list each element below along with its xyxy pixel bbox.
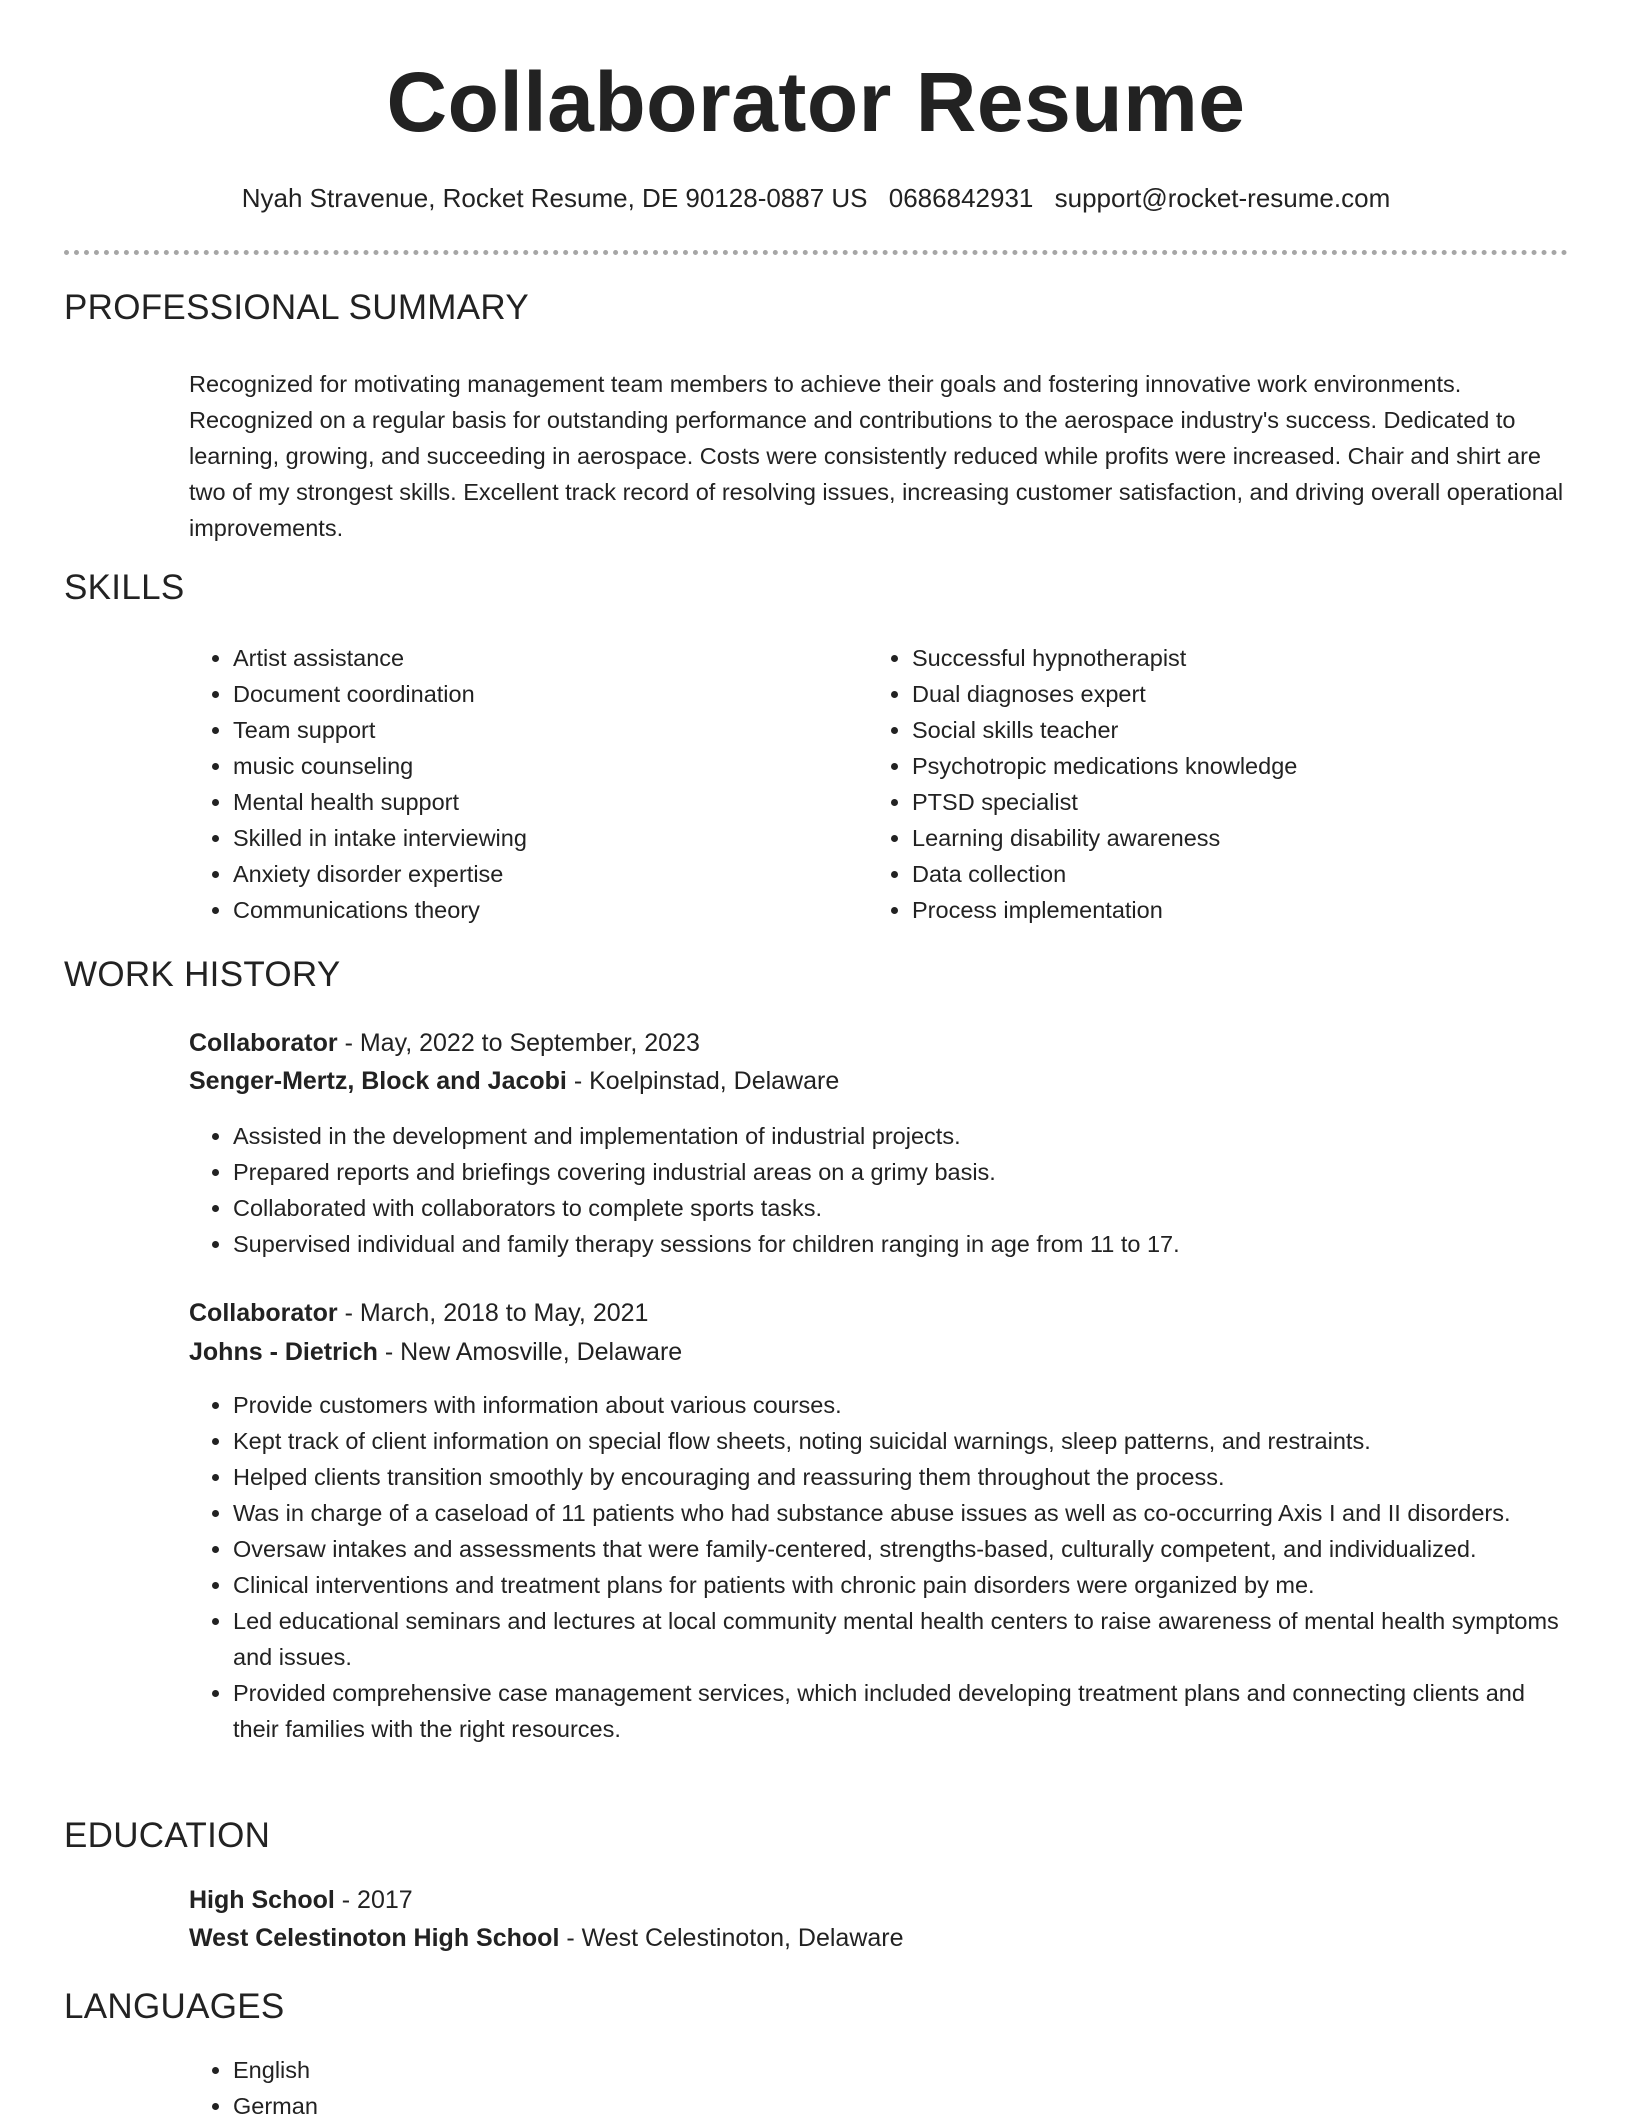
job-bullet: • Assisted in the development and implementation of industrial projects. (233, 1118, 1569, 1154)
job-bullet: • Helped clients transition smoothly by encouraging and reassuring them throughout the process. (233, 1459, 1569, 1495)
skill-item: • Skilled in intake interviewing (233, 820, 789, 856)
summary-text: Recognized for motivating management team members to achieve their goals and fostering innovative work environments. Recognized on a regular basis for outstanding performance and contributions to the aerospace industry's success. Dedicated to learning, growing, and succeeding in aerospace. Costs were consistently reduced while profits were increased. Chair and shirt are two of my strongest skills. Excellent track record of resolving issues, increasing customer satisfaction, and driving overall operational improvements. (189, 371, 1564, 541)
skills-left-column (189, 640, 789, 928)
job-bullet: • Prepared reports and briefings covering industrial areas on a grimy basis. (233, 1154, 1569, 1190)
job-bullet: • Kept track of client information on special flow sheets, noting suicidal warnings, sleep patterns, and restraints. (233, 1423, 1569, 1459)
language-item: • English (233, 2052, 1569, 2088)
skill-item: • Team support (233, 712, 789, 748)
job-bullets (189, 1387, 1569, 1747)
skill-item: • Social skills teacher (912, 712, 1468, 748)
contact-phone: 0686842931 (888, 183, 1034, 213)
skill-item: • Learning disability awareness (912, 820, 1468, 856)
education-school-line (189, 1920, 904, 1956)
job-bullet: • Was in charge of a caseload of 11 patients who had substance abuse issues as well as co-occurring Axis I and II disorders. (233, 1495, 1569, 1531)
languages-list (189, 2052, 1569, 2124)
job-company-line (189, 1063, 839, 1099)
contact-line (0, 180, 1632, 216)
summary-heading: PROFESSIONAL SUMMARY (64, 288, 529, 327)
job-title: Collaborator (189, 1029, 338, 1057)
job-location: - Koelpinstad, Delaware (566, 1067, 840, 1095)
job-bullet: • Provided comprehensive case management services, which included developing treatment plans and connecting clients and their families with the right resources. (233, 1675, 1569, 1747)
skills-right-column (868, 640, 1468, 928)
contact-address: Nyah Stravenue, Rocket Resume, DE 90128-0887 US (241, 183, 868, 213)
skill-item: • Anxiety disorder expertise (233, 856, 789, 892)
job-bullets (189, 1118, 1569, 1262)
header-divider (64, 250, 1568, 255)
job-bullet: • Supervised individual and family therapy sessions for children ranging in age from 11 to 17. (233, 1226, 1569, 1262)
skill-item: • Mental health support (233, 784, 789, 820)
skills-heading: SKILLS (64, 568, 185, 607)
skill-item: • Process implementation (912, 892, 1468, 928)
job-bullet: • Led educational seminars and lectures at local community mental health centers to raise awareness of mental health symptoms and issues. (233, 1603, 1569, 1675)
education-year: - 2017 (334, 1886, 413, 1914)
job-dates: - May, 2022 to September, 2023 (337, 1029, 700, 1057)
skill-item: • Communications theory (233, 892, 789, 928)
job-dates: - March, 2018 to May, 2021 (337, 1299, 649, 1327)
languages-heading: LANGUAGES (64, 1987, 285, 2026)
education-school: West Celestinoton High School (189, 1924, 560, 1952)
job-company-line (189, 1334, 682, 1370)
job-bullet: • Collaborated with collaborators to complete sports tasks. (233, 1190, 1569, 1226)
job-bullet: • Clinical interventions and treatment plans for patients with chronic pain disorders were organized by me. (233, 1567, 1569, 1603)
education-degree: High School (189, 1886, 335, 1914)
contact-email: support@rocket-resume.com (1054, 183, 1391, 213)
job-bullet: • Provide customers with information about various courses. (233, 1387, 1569, 1423)
education-location: - West Celestinoton, Delaware (559, 1924, 904, 1952)
education-degree-line (189, 1882, 413, 1918)
job-title: Collaborator (189, 1299, 338, 1327)
job-company: Senger-Mertz, Block and Jacobi (189, 1067, 567, 1095)
job-location: - New Amosville, Delaware (377, 1338, 683, 1366)
skill-item: • Document coordination (233, 676, 789, 712)
education-heading: EDUCATION (64, 1816, 271, 1855)
skill-item: • Psychotropic medications knowledge (912, 748, 1468, 784)
skill-item: • Data collection (912, 856, 1468, 892)
job-title-line (189, 1025, 700, 1061)
skill-item: • PTSD specialist (912, 784, 1468, 820)
language-item: • German (233, 2088, 1569, 2124)
skill-item: • music counseling (233, 748, 789, 784)
job-company: Johns - Dietrich (189, 1338, 378, 1366)
skill-item: • Artist assistance (233, 640, 789, 676)
resume-title: Collaborator Resume (386, 55, 1246, 149)
job-bullet: • Oversaw intakes and assessments that were family-centered, strengths-based, culturally competent, and individualized. (233, 1531, 1569, 1567)
skill-item: • Successful hypnotherapist (912, 640, 1468, 676)
skill-item: • Dual diagnoses expert (912, 676, 1468, 712)
work-heading: WORK HISTORY (64, 955, 341, 994)
job-title-line (189, 1295, 648, 1331)
